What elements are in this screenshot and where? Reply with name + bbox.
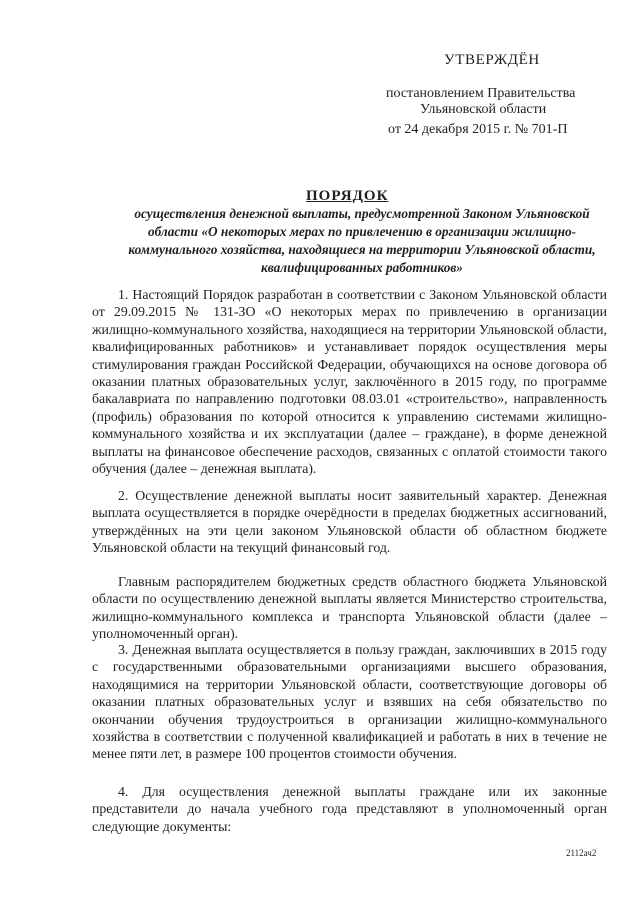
decree-line-3: от 24 декабря 2015 г. № 701-П [388,122,568,137]
paragraph-3: Главным распорядителем бюджетных средств областного бюджета Ульяновской области по осуществлению денежной выплаты является Министерство строительства, жилищно-коммунального комплекса и транспорта Ульяновской области (далее – уполномоченный орган). [92,574,607,642]
decree-line-2: Ульяновской области [420,102,547,117]
paragraph-1: 1. Настоящий Порядок разработан в соответствии с Законом Ульяновской области от 29.09.2015 № 131-ЗО «О некоторых мерах по привлечению в организации жилищно-коммунального хозяйства, находящиеся на территории Ульяновской области, квалифицированных работников» и устанавливает порядок осуществления меры стимулирования граждан Российской Федерации, обучающихся на основе договора об оказании платных образовательных услуг, заключённого в 2015 году, по программе бакалавриата по направлению подготовки 08.03.01 «строительство», направленность (профиль) образования по которой относится к управлению системами жилищно-коммунального хозяйства и их эксплуатации (далее – граждане), в форме денежной выплаты на финансовое обеспечение расходов, связанных с оплатой стоимости такого обучения (далее – денежная выплата). [92,287,607,477]
approval-stamp: УТВЕРЖДЁН [444,52,540,68]
decree-line-1: постановлением Правительства [386,86,576,101]
document-title: ПОРЯДОК [306,188,389,204]
footer-document-code: 2112ач2 [566,848,597,858]
paragraph-2: 2. Осуществление денежной выплаты носит заявительный характер. Денежная выплата осуществляется в порядке очерёдности в пределах бюджетных ассигнований, утверждённых на эти цели законом Ульяновской области об областном бюджете Ульяновской области на текущий финансовый год. [92,488,607,556]
paragraph-5: 4. Для осуществления денежной выплаты граждане или их законные представители до начала учебного года представляют в уполномоченный орган следующие документы: [92,784,607,834]
document-subtitle: осуществления денежной выплаты, предусмотренной Законом Ульяновской области «О некоторых мерах по привлечению в организации жилищно-коммунального хозяйства, находящиеся на территории Ульяновской области, квалифицированных работников» [128,206,596,275]
paragraph-4: 3. Денежная выплата осуществляется в пользу граждан, заключивших в 2015 году с государственными образовательными организациями высшего образования, находящимися на территории Ульяновской области, соответствующие договоры об оказании платных образовательных услуг и взявших на себя обязательство по окончании обучения трудоустроиться в организации жилищно-коммунального хозяйства в соответствии с полученной квалификацией и работать в них в течение не менее пяти лет, в размере 100 процентов стоимости обучения. [92,642,607,762]
